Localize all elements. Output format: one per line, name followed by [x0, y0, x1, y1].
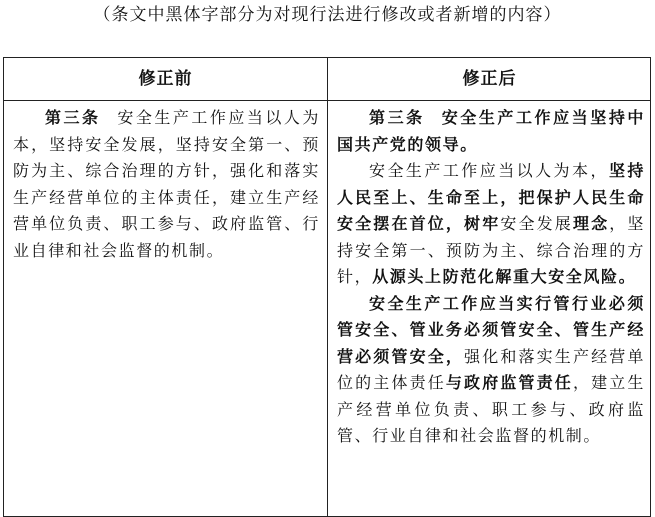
- after-cell: [337, 105, 645, 450]
- header-before: 修正前: [138, 69, 193, 89]
- after-p2-f: 从源头上防范化解重大安全风险。: [372, 267, 637, 286]
- after-paragraph-1: [337, 105, 645, 158]
- after-p2-e: ，坚持安全第一、预防为主、综合治理的方针，: [337, 214, 646, 286]
- after-p3-d: ，建立生产经营单位负责、职工参与、政府监管、行业自律和社会监督的机制。: [337, 373, 645, 445]
- column-divider: [327, 58, 328, 516]
- after-paragraph-3: [337, 291, 645, 450]
- amendment-note: （条文中黑体字部分为对现行法进行修改或者新增的内容）: [93, 5, 562, 25]
- header-divider: [4, 100, 650, 101]
- after-p3-a: 安全生产工作应当实行管行业必须管安全、管业务必须管安全、管生产经营必须管安全，: [337, 293, 645, 366]
- header-after: 修正后: [462, 69, 517, 89]
- before-article: [13, 105, 320, 264]
- after-p3-c: 与政府监管责任: [445, 373, 573, 392]
- after-article-number: 第三条: [369, 108, 425, 127]
- comparison-table: [3, 57, 651, 517]
- after-p1-text: 安全生产工作应当坚持中国共产党的领导。: [337, 108, 645, 154]
- after-p2-d: 理念: [572, 214, 610, 233]
- after-p3-b: 强化和落实生产经营单位的主体责任: [337, 346, 645, 392]
- before-cell: [13, 105, 320, 264]
- after-p2-b: 坚持人民至上、生命至上，把保护人民生命安全摆在首位，树牢: [337, 161, 645, 233]
- before-article-text: 安全生产工作应当以人为本，坚持安全发展，坚持安全第一、预防为主、综合治理的方针，强化和落实生产经营单位的主体责任，建立生产经营单位负责、职工参与、政府监管、行业自律和社会监督的机制。: [13, 108, 320, 260]
- after-p2-c: 安全发展: [500, 214, 573, 233]
- after-p2-a: 安全生产工作应当以人为本，: [369, 161, 609, 180]
- before-article-number: 第三条: [45, 108, 101, 127]
- after-paragraph-2: [337, 158, 645, 291]
